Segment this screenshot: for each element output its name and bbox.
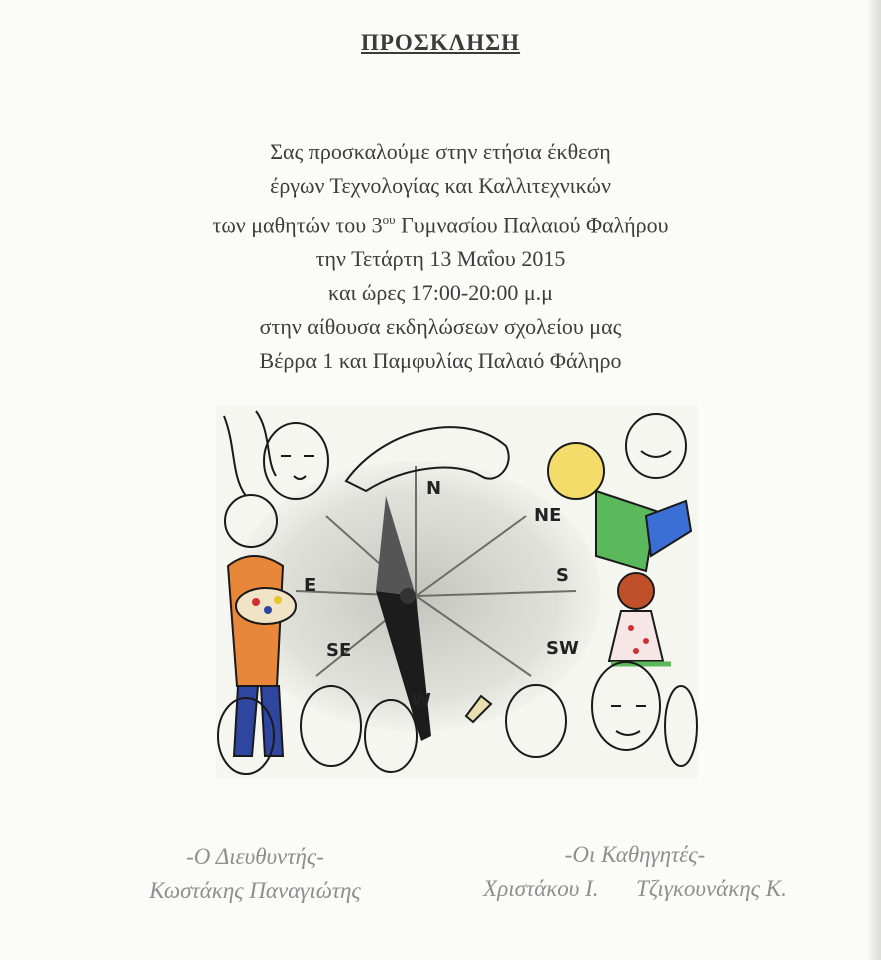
- compass-letter-se: SE: [326, 640, 352, 661]
- body-line-3: [0, 203, 881, 242]
- teachers-names: [440, 872, 830, 906]
- body-line-venue: στην αίθουσα εκδηλώσεων σχολείου μας: [259, 314, 622, 340]
- director-signature: [100, 840, 410, 908]
- compass-illustration: [216, 406, 698, 778]
- invitation-title: ΠΡΟΣΚΛΗΣΗ: [360, 30, 521, 55]
- body-line-hours: και ώρες 17:00-20:00 μ.μ: [328, 280, 553, 306]
- compass-letter-sw: SW: [546, 638, 579, 659]
- body-line-date: την Τετάρτη 13 Μαΐου 2015: [315, 246, 566, 272]
- body-line-3-start: των μαθητών του 3: [212, 212, 383, 238]
- ordinal-suffix: ου: [382, 212, 396, 227]
- director-name: Κωστάκης Παναγιώτης: [149, 878, 361, 903]
- teachers-signature: [440, 838, 830, 906]
- painter-palette: [236, 588, 296, 624]
- body-line-1: Σας προσκαλούμε στην ετήσια έκθεση: [270, 139, 611, 164]
- teacher-2-name: Τζιγκουνάκης Κ.: [636, 876, 787, 901]
- compass-letter-e: E: [304, 575, 317, 596]
- teacher-1-name: Χριστάκου Ι.: [483, 876, 599, 901]
- compass-letter-s: S: [556, 565, 569, 586]
- body-line-address: Βέρρα 1 και Παμφυλίας Παλαιό Φάληρο: [259, 348, 622, 374]
- body-line-2: έργων Τεχνολογίας και Καλλιτεχνικών: [270, 173, 611, 198]
- body-line-3-end: Γυμνασίου Παλαιού Φαλήρου: [395, 212, 669, 238]
- girl-head: [618, 573, 654, 609]
- compass-letter-n: N: [426, 478, 442, 499]
- director-role: -Ο Διευθυντής-: [186, 844, 324, 869]
- teachers-role: -Οι Καθηγητές-: [564, 842, 706, 867]
- compass-letter-ne: NE: [534, 505, 562, 526]
- compass-center: [400, 588, 416, 604]
- compass-letter-w: W: [411, 690, 431, 711]
- page-edge-shadow: [867, 0, 881, 960]
- invitation-body: [0, 135, 881, 378]
